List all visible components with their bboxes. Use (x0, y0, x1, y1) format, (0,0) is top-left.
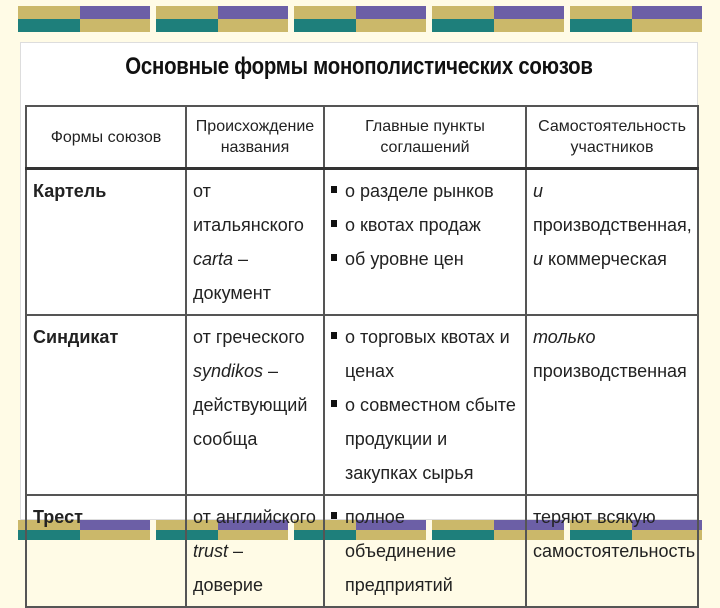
independence (526, 169, 698, 316)
slide (20, 42, 698, 595)
origin-prefix: от греческого (193, 327, 305, 347)
header-independence: Самостоятельность участников (526, 106, 698, 169)
name-origin (186, 495, 324, 607)
bullet-icon (331, 186, 337, 193)
decor-part (494, 6, 564, 19)
point-text: о квотах продаж (345, 215, 481, 235)
decor-part (494, 19, 564, 32)
name-origin (186, 315, 324, 495)
decor-part (432, 6, 494, 19)
origin-prefix: от итальянского (193, 181, 304, 235)
point-text: о разделе рынков (345, 181, 494, 201)
decor-part (356, 6, 426, 19)
list-item (331, 500, 519, 602)
decor-part (218, 19, 288, 32)
decor-part (432, 19, 494, 32)
independence (526, 495, 698, 607)
origin-word: carta (193, 249, 234, 269)
independence-emph: только (533, 327, 596, 347)
decor-part (156, 19, 218, 32)
table-row (26, 495, 698, 607)
slide-title: Основные формы монополистических союзов (125, 53, 593, 80)
decor-part (294, 19, 356, 32)
header-points: Главные пункты соглашений (324, 106, 526, 169)
decor-block (18, 6, 150, 32)
table-header-row (26, 106, 698, 169)
independence-text: производственная (533, 361, 687, 381)
list-item (331, 242, 519, 276)
independence-text: производственная, (533, 215, 692, 235)
origin-suffix: – действующий сообща (193, 361, 308, 449)
name-origin (186, 169, 324, 316)
origin-suffix: – доверие (193, 541, 263, 595)
decor-block (570, 6, 702, 32)
unions-table (25, 105, 699, 608)
decor-block (156, 6, 288, 32)
union-name: Синдикат (26, 315, 186, 495)
header-origin: Происхождение названия (186, 106, 324, 169)
table-row (26, 169, 698, 316)
origin-word: syndikos (193, 361, 264, 381)
decor-part (18, 19, 80, 32)
union-name: Трест (26, 495, 186, 607)
bullet-icon (331, 400, 337, 407)
agreement-points (324, 495, 526, 607)
origin-prefix: от английского (193, 507, 316, 527)
independence-emph: и (533, 249, 544, 269)
bullet-icon (331, 254, 337, 261)
decor-part (156, 6, 218, 19)
decor-part (570, 19, 632, 32)
agreement-points (324, 169, 526, 316)
decor-part (18, 6, 80, 19)
decor-part (218, 6, 288, 19)
table-row (26, 315, 698, 495)
decor-part (80, 19, 150, 32)
origin-suffix: – документ (193, 249, 271, 303)
decor-part (632, 6, 702, 19)
top-decor-stripe (0, 6, 720, 32)
decor-part (294, 6, 356, 19)
agreement-points (324, 315, 526, 495)
independence (526, 315, 698, 495)
decor-part (356, 19, 426, 32)
decor-block (432, 6, 564, 32)
bullet-icon (331, 220, 337, 227)
decor-part (80, 6, 150, 19)
independence-text: теряют всякую самостоятельность (533, 507, 696, 561)
list-item (331, 174, 519, 208)
list-item (331, 388, 519, 490)
list-item (331, 208, 519, 242)
independence-text: коммерческая (543, 249, 667, 269)
decor-block (294, 6, 426, 32)
independence-emph: и (533, 181, 544, 201)
header-forms: Формы союзов (26, 106, 186, 169)
decor-part (570, 6, 632, 19)
union-name: Картель (26, 169, 186, 316)
point-text: полное объединение предприятий (345, 507, 457, 595)
decor-part (632, 19, 702, 32)
point-text: об уровне цен (345, 249, 464, 269)
bullet-icon (331, 512, 337, 519)
point-text: о совместном сбыте продукции и закупках сырья (345, 395, 516, 483)
bullet-icon (331, 332, 337, 339)
point-text: о торговых квотах и ценах (345, 327, 510, 381)
list-item (331, 320, 519, 388)
origin-word: trust (193, 541, 229, 561)
